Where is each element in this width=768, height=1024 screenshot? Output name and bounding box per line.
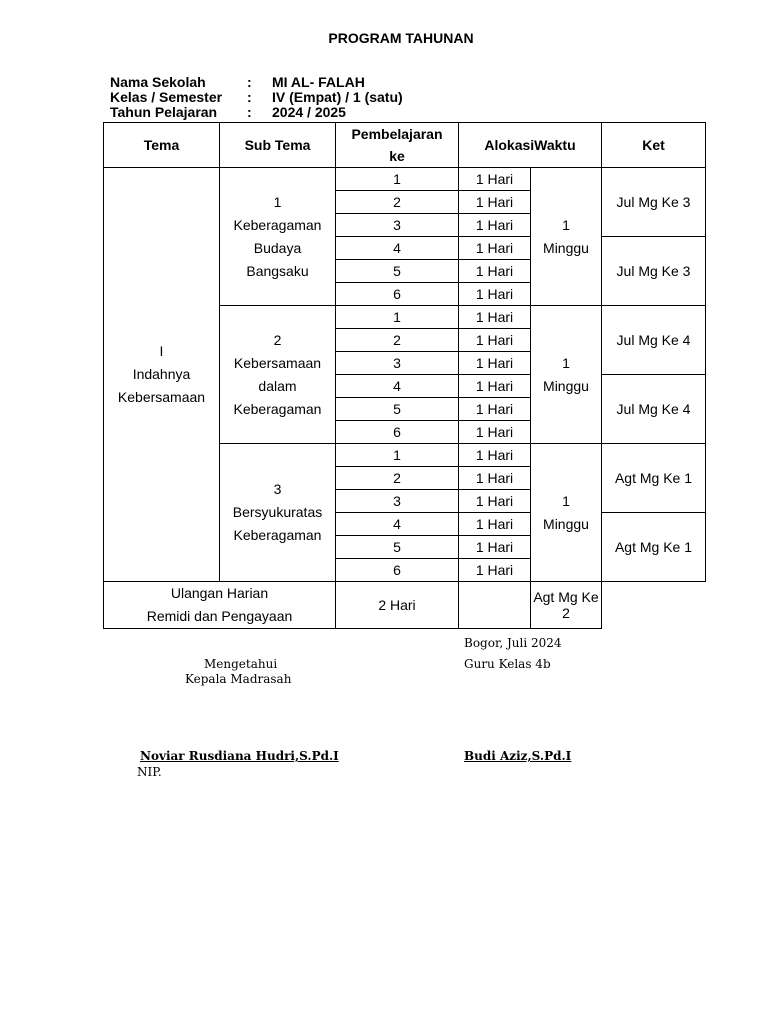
pembelajaran-cell: 6 xyxy=(336,559,459,582)
subtema-line: Keberagaman xyxy=(233,216,322,233)
info-value: IV (Empat) / 1 (satu) xyxy=(272,89,403,105)
pembelajaran-cell: 6 xyxy=(336,283,459,306)
tema-number: I xyxy=(159,343,164,359)
pembelajaran-cell: 2 xyxy=(336,329,459,352)
tema-line1: Indahnya xyxy=(132,366,191,382)
ket-cell: Jul Mg Ke 3 xyxy=(602,237,706,306)
right-signatory-name: Budi Aziz,S.Pd.I xyxy=(464,749,572,763)
header-pembelajaran-line1: Pembelajaran xyxy=(351,126,443,142)
pembelajaran-cell: 1 xyxy=(336,306,459,329)
alokasi-cell: 1 Hari xyxy=(459,191,531,214)
pembelajaran-cell: 2 xyxy=(336,467,459,490)
header-ket: Ket xyxy=(602,123,706,168)
pembelajaran-cell: 2 xyxy=(336,191,459,214)
ket-cell: Agt Mg Ke 1 xyxy=(602,444,706,513)
info-label: Kelas / Semester xyxy=(110,89,223,105)
alokasi-cell: 1 Hari xyxy=(459,214,531,237)
subtema-cell xyxy=(220,444,336,582)
alokasi-cell: 1 Hari xyxy=(459,490,531,513)
left-nip: NIP. xyxy=(137,765,162,779)
ulangan-line1: Ulangan Harian xyxy=(170,585,269,601)
subtema-number: 2 xyxy=(273,331,282,348)
minggu-label: Minggu xyxy=(543,377,589,394)
info-colon: : xyxy=(247,89,252,105)
ket-cell: Agt Mg Ke 1 xyxy=(602,513,706,582)
minggu-number: 1 xyxy=(562,492,570,509)
alokasi-cell: 1 Hari xyxy=(459,421,531,444)
subtema-number: 3 xyxy=(273,481,282,497)
left-title-kepala: Kepala Madrasah xyxy=(185,672,292,686)
alokasi-cell: 1 Hari xyxy=(459,536,531,559)
subtema-line: Bangsaku xyxy=(246,262,309,279)
table-header-row xyxy=(104,123,706,168)
pembelajaran-cell: 6 xyxy=(336,421,459,444)
minggu-label: Minggu xyxy=(543,239,589,256)
place-date: Bogor, Juli 2024 xyxy=(464,636,562,650)
pembelajaran-cell: 5 xyxy=(336,398,459,421)
program-table xyxy=(103,122,706,629)
page-title: PROGRAM TAHUNAN xyxy=(328,30,474,46)
info-label: Nama Sekolah xyxy=(110,74,206,90)
table-footer-row xyxy=(104,582,706,629)
subtema-number: 1 xyxy=(273,193,282,210)
pembelajaran-cell: 3 xyxy=(336,490,459,513)
alokasi-cell: 1 Hari xyxy=(459,375,531,398)
alokasi-cell: 1 Hari xyxy=(459,329,531,352)
footer-ket-cell: Agt Mg Ke 2 xyxy=(531,582,602,629)
subtema-line: dalam xyxy=(258,377,297,394)
alokasi-cell: 1 Hari xyxy=(459,352,531,375)
footer-empty-cell xyxy=(459,582,531,629)
subtema-line: Keberagaman xyxy=(233,527,322,543)
alokasi-cell: 1 Hari xyxy=(459,444,531,467)
alokasi-cell: 1 Hari xyxy=(459,283,531,306)
subtema-line: Kebersamaan xyxy=(233,354,322,371)
subtema-cell xyxy=(220,306,336,444)
info-colon: : xyxy=(247,74,252,90)
info-value: MI AL- FALAH xyxy=(272,74,365,90)
ulangan-line2: Remidi dan Pengayaan xyxy=(146,608,293,624)
alokasi-cell: 1 Hari xyxy=(459,168,531,191)
left-signatory-name: Noviar Rusdiana Hudri,S.Pd.I xyxy=(140,749,339,763)
pembelajaran-cell: 1 xyxy=(336,168,459,191)
tema-line2: Kebersamaan xyxy=(117,389,206,405)
subtema-line: Keberagaman xyxy=(233,400,322,417)
alokasi-cell: 1 Hari xyxy=(459,467,531,490)
pembelajaran-cell: 5 xyxy=(336,536,459,559)
subtema-line: Budaya xyxy=(253,239,302,256)
pembelajaran-cell: 4 xyxy=(336,237,459,260)
minggu-label: Minggu xyxy=(543,515,589,532)
minggu-cell xyxy=(531,306,602,444)
minggu-number: 1 xyxy=(562,354,570,371)
pembelajaran-cell: 4 xyxy=(336,375,459,398)
pembelajaran-cell: 3 xyxy=(336,214,459,237)
left-title-mengetahui: Mengetahui xyxy=(204,657,278,671)
header-pembelajaran xyxy=(336,123,459,168)
ket-cell: Jul Mg Ke 3 xyxy=(602,168,706,237)
table-row xyxy=(104,168,706,191)
alokasi-cell: 1 Hari xyxy=(459,260,531,283)
ket-cell: Jul Mg Ke 4 xyxy=(602,306,706,375)
minggu-number: 1 xyxy=(562,216,570,233)
header-subtema: Sub Tema xyxy=(220,123,336,168)
alokasi-cell: 1 Hari xyxy=(459,513,531,536)
alokasi-cell: 1 Hari xyxy=(459,559,531,582)
ket-cell: Jul Mg Ke 4 xyxy=(602,375,706,444)
alokasi-cell: 1 Hari xyxy=(459,398,531,421)
minggu-cell xyxy=(531,168,602,306)
pembelajaran-cell: 3 xyxy=(336,352,459,375)
alokasi-cell: 1 Hari xyxy=(459,306,531,329)
header-tema: Tema xyxy=(104,123,220,168)
subtema-line: Bersyukuratas xyxy=(232,504,323,520)
header-pembelajaran-line2: ke xyxy=(389,148,405,164)
header-alokasi: AlokasiWaktu xyxy=(459,123,602,168)
pembelajaran-cell: 1 xyxy=(336,444,459,467)
tema-cell xyxy=(104,168,220,582)
alokasi-cell: 1 Hari xyxy=(459,237,531,260)
pembelajaran-cell: 5 xyxy=(336,260,459,283)
right-title-guru: Guru Kelas 4b xyxy=(464,657,551,671)
subtema-cell xyxy=(220,168,336,306)
footer-alokasi-cell: 2 Hari xyxy=(336,582,459,629)
info-value: 2024 / 2025 xyxy=(272,104,346,120)
pembelajaran-cell: 4 xyxy=(336,513,459,536)
info-colon: : xyxy=(247,104,252,120)
info-label: Tahun Pelajaran xyxy=(110,104,218,120)
minggu-cell xyxy=(531,444,602,582)
ulangan-cell xyxy=(104,582,336,629)
